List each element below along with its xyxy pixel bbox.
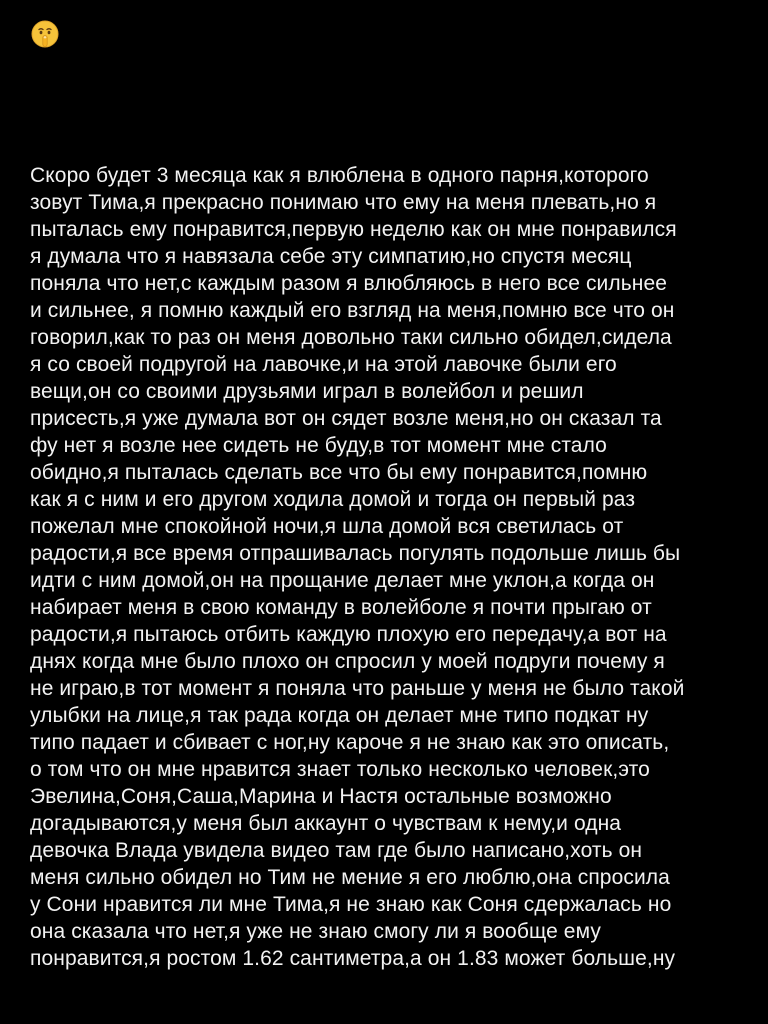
shushing-face-emoji-icon (31, 20, 59, 48)
story-text: Скоро будет 3 месяца как я влюблена в одного парня,которого зовут Тима,я прекрасно понимаю что ему на меня плевать,но я пыталась ему понравится,первую неделю как он мне понравился я думала что я навязала себе эту симпатию,но спустя месяц поняла что нет,с каждым разом я влюбляюсь в него все сильнее и сильнее, я помню каждый его взгляд на меня,помню все что он говорил,как то раз он меня довольно таки сильно обидел,сидела я со своей подругой на лавочке,и на этой лавочке были его вещи,он со своими друзьями играл в волейбол и решил присесть,я уже думала вот он сядет возле меня,но он сказал та фу нет я возле нее сидеть не буду,в тот момент мне стало обидно,я пыталась сделать все что бы ему понравится,помню как я с ним и его другом ходила домой и тогда он первый раз пожелал мне спокойной ночи,я шла домой вся светилась от радости,я все время отпрашивалась погулять подольше лишь бы идти с ним домой,он на прощание делает мне уклон,а когда он набирает меня в свою команду в волейболе я почти прыгаю от радости,я пытаюсь отбить каждую плохую его передачу,а вот на днях когда мне было плохо он спросил у моей подруги почему я не играю,в тот момент я поняла что раньше у меня не было такой улыбки на лице,я так рада когда он делает мне типо подкат ну типо падает и сбивает с ног,ну кароче я не знаю как это описать, о том что он мне нравится знает только несколько человек,это Эвелина,Соня,Саша,Марина и Настя остальные возможно догадываются,у меня был аккаунт о чувствам к нему,и одна девочка Влада увидела видео там где было написано,хоть он меня сильно обидел но Тим не мение я его люблю,она спросила у Сони нравится ли мне Тима,я не знаю как Соня сдержалась но она сказала что нет,я уже не знаю смогу ли я вообще ему понравится,я ростом 1.62 сантиметра,а он 1.83 может больше,ну (30, 164, 685, 970)
